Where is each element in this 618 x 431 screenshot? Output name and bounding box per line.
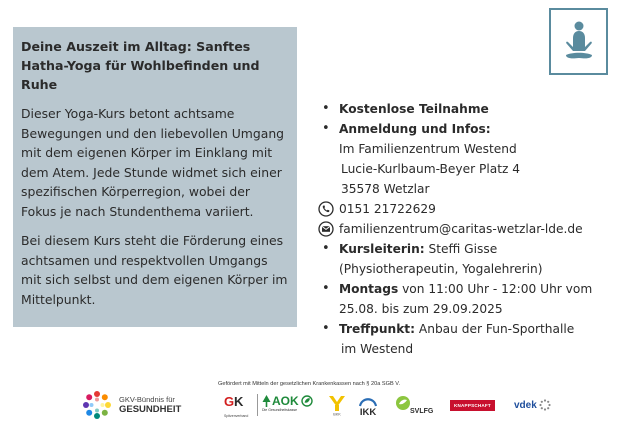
ikk-mark-icon — [356, 394, 380, 416]
svg-text:G: G — [224, 394, 235, 408]
aok-sub: Die Gesundheitskasse — [262, 408, 298, 412]
meeting-place-line — [318, 339, 618, 359]
course-title: Deine Auszeit im Alltag: Sanftes Hatha-Yoga für Wohlbefinden und Ruhe — [21, 39, 260, 92]
city-text: 35578 Wetzlar — [341, 182, 430, 196]
meeting-label: Treffpunkt: — [339, 322, 416, 336]
email-icon — [318, 221, 339, 237]
meeting-place: Anbau der Fun-Sporthalle — [415, 322, 575, 336]
funding-note: Gefördert mit Mitteln der gesetzlichen Krankenkassen nach § 20a SGB V. — [218, 381, 400, 387]
gkv-flower-icon — [80, 388, 114, 422]
aok-text: AOK — [272, 394, 299, 408]
ikk-text: IKK — [359, 407, 377, 416]
gkv-logo — [80, 388, 181, 422]
leader-role-line — [318, 259, 618, 279]
gkv-line2: GESUNDHEIT — [119, 404, 182, 415]
vdek-dots-icon — [539, 399, 551, 411]
gk-sub: Spitzenverband — [224, 414, 249, 418]
course-description: Dieser Yoga-Kurs betont achtsame Bewegungen und den liebevollen Umgang mit dem eigenen Körper im Einklang mit dem Atem. Jede Stunde widmet sich einer spezifischen Körperregion, wobei der Fokus je nach Stundenthema variiert. — [21, 106, 285, 219]
knappschaft-text: KNAPPSCHAFT — [450, 400, 495, 411]
info-meeting — [318, 319, 618, 339]
info-leader — [318, 239, 618, 259]
registration-label: Anmeldung und Infos: — [339, 122, 491, 136]
bullet: • — [322, 121, 330, 136]
phone-number[interactable]: 0151 21722629 — [339, 202, 436, 216]
vdek-logo — [514, 399, 551, 411]
info-schedule — [318, 279, 618, 299]
phone-icon — [318, 201, 339, 217]
email-address[interactable]: familienzentrum@caritas-wetzlar-lde.de — [339, 222, 583, 236]
leader-role: (Physiotherapeutin, Yogalehrerin) — [339, 262, 543, 276]
venue-line — [318, 139, 618, 159]
schedule-label: Montags — [339, 282, 399, 296]
svg-text:K: K — [234, 394, 244, 408]
gkv-spitzenverband-logo — [224, 394, 254, 418]
bkk-mark-icon — [326, 394, 348, 416]
street-text: Lucie-Kurlbaum-Beyer Platz 4 — [341, 162, 521, 176]
divider — [257, 394, 258, 416]
schedule-dates: 25.08. bis zum 29.09.2025 — [339, 302, 503, 316]
svlfg-text: SVLFG — [410, 408, 434, 415]
svlfg-logo — [395, 394, 439, 421]
gk-mark-icon — [224, 394, 250, 408]
course-focus: Bei diesem Kurs steht die Förderung eines achtsamen und respektvollen Umgangs mit sich selbst und dem eigenen Körper im Mittelpunkt. — [21, 233, 288, 307]
phone-line — [318, 199, 618, 219]
ikk-logo — [356, 394, 380, 421]
bullet: • — [322, 241, 330, 256]
aok-tree-icon — [262, 395, 271, 407]
bullet: • — [322, 281, 330, 296]
schedule-dates-line — [318, 299, 618, 319]
city-line — [318, 179, 618, 199]
yoga-pose-icon — [549, 8, 608, 75]
venue-text: Im Familienzentrum Westend — [339, 142, 517, 156]
bullet: • — [322, 321, 330, 336]
info-fee — [318, 99, 618, 119]
fee-text: Kostenlose Teilnahme — [339, 102, 489, 116]
gkv-line1: GKV-Bündnis für — [119, 395, 175, 404]
email-line — [318, 219, 618, 239]
leader-name: Steffi Gisse — [424, 242, 498, 256]
intro-panel — [13, 27, 297, 327]
course-info-list — [318, 99, 618, 359]
aok-leaf-icon — [301, 395, 313, 407]
info-registration — [318, 119, 618, 139]
insurer-logos — [224, 394, 564, 424]
aok-logo — [262, 394, 313, 412]
bullet: • — [322, 101, 330, 116]
vdek-text: vdek — [514, 399, 537, 411]
svlfg-mark-icon — [395, 394, 439, 416]
street-line — [318, 159, 618, 179]
knappschaft-logo — [450, 400, 495, 411]
schedule-time: von 11:00 Uhr - 12:00 Uhr vom — [398, 282, 593, 296]
meeting-place-2: im Westend — [341, 342, 414, 356]
bkk-logo — [326, 394, 348, 421]
leader-label: Kursleiterin: — [339, 242, 425, 256]
bkk-text: BKK — [333, 412, 341, 416]
